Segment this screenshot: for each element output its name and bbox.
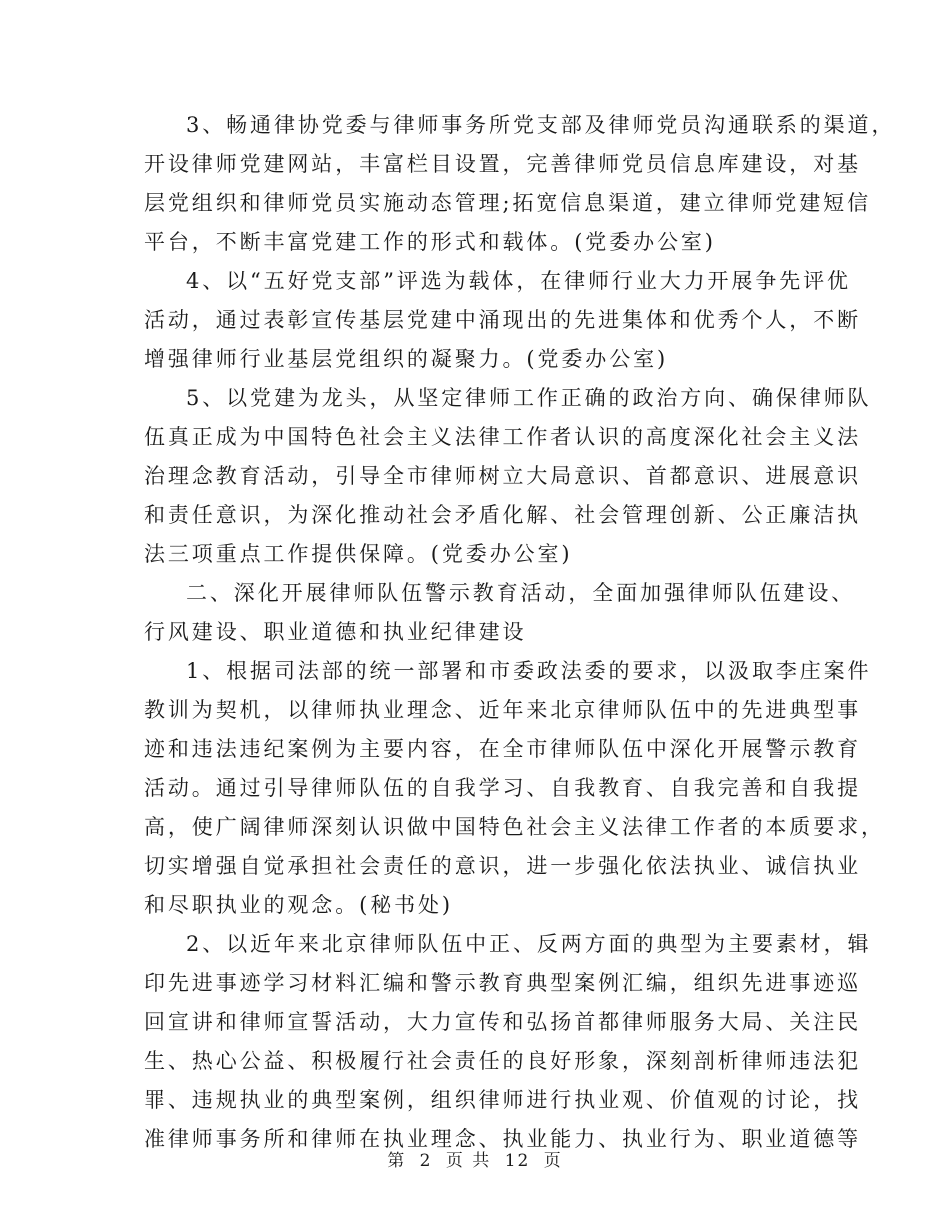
text-line: 和责任意识，为深化推动社会矛盾化解、社会管理创新、公正廉洁执: [144, 503, 861, 527]
text-line: 5、以党建为龙头，从坚定律师工作正确的政治方向、确保律师队: [186, 386, 872, 410]
paragraph: [144, 574, 950, 652]
text-line: 活动。通过引导律师队伍的自我学习、自我教育、自我完善和自我提: [144, 776, 861, 800]
paragraph: [144, 652, 950, 925]
paragraph: [144, 379, 950, 574]
paragraph: [144, 106, 950, 262]
text-line: 层党组织和律师党员实施动态管理;拓宽信息渠道，建立律师党建短信: [144, 191, 871, 215]
text-line: 活动，通过表彰宣传基层党建中涌现出的先进集体和优秀个人，不断: [144, 308, 861, 332]
text-line: 法三项重点工作提供保障。(党委办公室): [144, 542, 573, 566]
text-line: 增强律师行业基层党组织的凝聚力。(党委办公室): [144, 347, 669, 371]
paragraph: [144, 262, 950, 379]
total-page-count: 12: [504, 1151, 531, 1171]
text-line: 回宣讲和律师宣誓活动，大力宣传和弘扬首都律师服务大局、关注民: [144, 1010, 861, 1034]
footer-prefix: 第: [387, 1151, 407, 1171]
text-line: 1、根据司法部的统一部署和市委政法委的要求，以汲取李庄案件: [186, 659, 872, 683]
text-line: 平台，不断丰富党建工作的形式和载体。(党委办公室): [144, 230, 716, 254]
current-page-number: 2: [419, 1151, 433, 1171]
text-line: 准律师事务所和律师在执业理念、执业能力、执业行为、职业道德等: [144, 1127, 861, 1151]
text-line: 开设律师党建网站，丰富栏目设置，完善律师党员信息库建设，对基: [144, 152, 861, 176]
text-line: 二、深化开展律师队伍警示教育活动，全面加强律师队伍建设、: [186, 581, 856, 605]
text-line: 4、以“五好党支部”评选为载体，在律师行业大力开展争先评优: [186, 269, 851, 293]
text-line: 3、畅通律协党委与律师事务所党支部及律师党员沟通联系的渠道，: [186, 113, 896, 137]
text-line: 行风建设、职业道德和执业纪律建设: [144, 620, 527, 644]
page-footer: [0, 1146, 950, 1171]
text-line: 2、以近年来北京律师队伍中正、反两方面的典型为主要素材，辑: [186, 932, 872, 956]
body-text: [144, 106, 950, 1159]
paragraph: [144, 925, 950, 1159]
text-line: 罪、违规执业的典型案例，组织律师进行执业观、价值观的讨论，找: [144, 1088, 861, 1112]
text-line: 治理念教育活动，引导全市律师树立大局意识、首都意识、进展意识: [144, 464, 861, 488]
text-line: 和尽职执业的观念。(秘书处): [144, 893, 453, 917]
text-line: 切实增强自觉承担社会责任的意识，进一步强化依法执业、诚信执业: [144, 854, 861, 878]
text-line: 伍真正成为中国特色社会主义法律工作者认识的高度深化社会主义法: [144, 425, 861, 449]
text-line: 教训为契机，以律师执业理念、近年来北京律师队伍中的先进典型事: [144, 698, 861, 722]
text-line: 生、热心公益、积极履行社会责任的良好形象，深刻剖析律师违法犯: [144, 1049, 861, 1073]
text-line: 印先进事迹学习材料汇编和警示教育典型案例汇编，组织先进事迹巡: [144, 971, 861, 995]
text-line: 高，使广阔律师深刻认识做中国特色社会主义法律工作者的本质要求，: [144, 815, 885, 839]
footer-suffix: 页: [543, 1151, 563, 1171]
text-line: 迹和违法违纪案例为主要内容，在全市律师队伍中深化开展警示教育: [144, 737, 861, 761]
footer-middle: 页 共: [445, 1151, 492, 1171]
